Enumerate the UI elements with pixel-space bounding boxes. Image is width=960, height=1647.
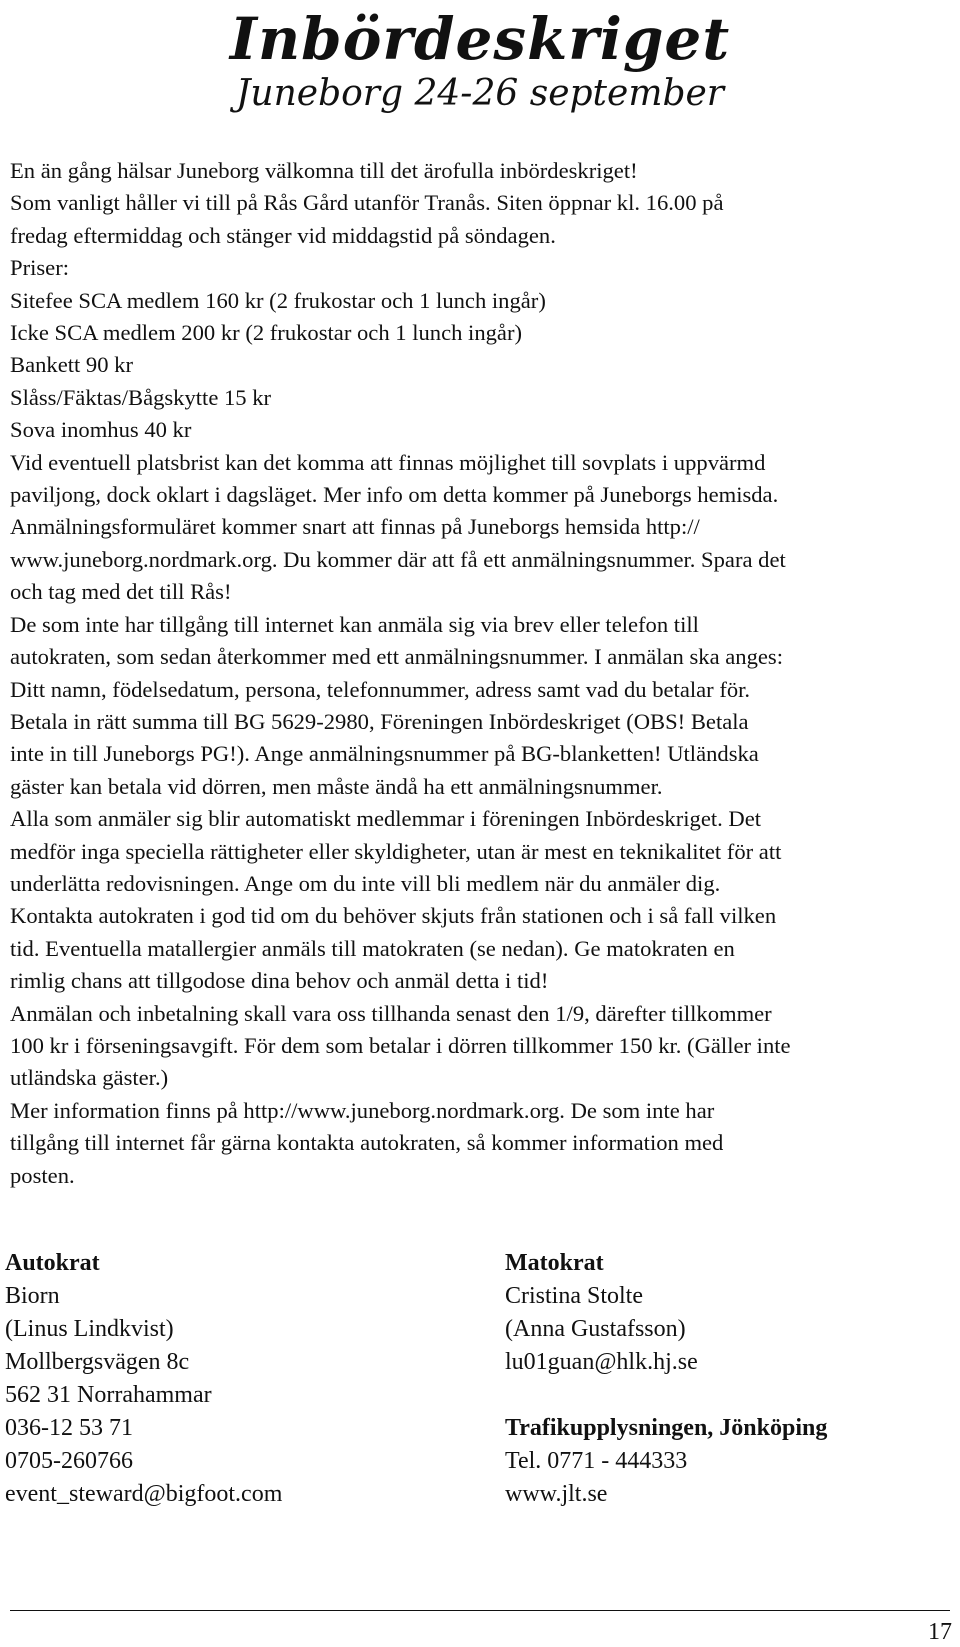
matokrat-persona: Cristina Stolte [505,1283,643,1309]
body-line: underlätta redovisningen. Ange om du inte vill bli medlem när du anmäler dig. [10,870,721,896]
body-line: paviljong, dock oklart i dagsläget. Mer info om detta kommer på Juneborgs hemisda. [10,482,779,508]
matokrat-email: lu01guan@hlk.hj.se [505,1349,698,1375]
body-line: tid. Eventuella matallergier anmäls till matokraten (se nedan). Ge matokraten en [10,935,735,961]
autokrat-persona: Biorn [5,1283,60,1309]
body-line: Sitefee SCA medlem 160 kr (2 frukostar och 1 lunch ingår) [10,287,546,313]
traffic-heading: Trafikupplysningen, Jönköping [505,1415,828,1441]
body-line: medför inga speciella rättigheter eller skyldigheter, utan är mest en teknikalitet för att [10,838,782,864]
body-line: inte in till Juneborgs PG!). Ange anmälningsnummer på BG-blanketten! Utländska [10,741,759,767]
body-line: Sova inomhus 40 kr [10,417,192,443]
matokrat-name: (Anna Gustafsson) [505,1316,686,1342]
body-line: Vid eventuell platsbrist kan det komma att finnas möjlighet till sovplats i uppvärmd [10,449,766,475]
body-line: Icke SCA medlem 200 kr (2 frukostar och 1 lunch ingår) [10,320,522,346]
page-title: Inbördeskriget [229,5,731,73]
body-line: tillgång till internet får gärna kontakta autokraten, så kommer information med [10,1130,724,1156]
traffic-phone: Tel. 0771 - 444333 [505,1448,688,1474]
body-line: Som vanligt håller vi till på Rås Gård utanför Tranås. Siten öppnar kl. 16.00 på [10,190,724,216]
body-line: 100 kr i förseningsavgift. För dem som betalar i dörren tillkommer 150 kr. (Gäller inte [10,1032,791,1058]
body-line: fredag eftermiddag och stänger vid middagstid på söndagen. [10,222,556,248]
body-line: och tag med det till Rås! [10,579,232,605]
page-subtitle: Juneborg 24-26 september [235,73,725,114]
body-line: Anmälningsformuläret kommer snart att finnas på Juneborgs hemsida http:// [10,514,700,540]
page-number: 17 [928,1619,952,1645]
body-text [10,155,955,1192]
body-line: En än gång hälsar Juneborg välkomna till det ärofulla inbördeskriget! [10,158,638,183]
autokrat-mobile: 0705-260766 [5,1448,133,1474]
body-line: Slåss/Fäktas/Bågskytte 15 kr [10,384,272,410]
autokrat-email: event_steward@bigfoot.com [5,1481,283,1507]
body-line: De som inte har tillgång till internet kan anmäla sig via brev eller telefon till [10,611,699,637]
body-line: Mer information finns på http://www.juneborg.nordmark.org. De som inte har [10,1097,715,1123]
footer-divider [10,1610,950,1611]
autokrat-phone: 036-12 53 71 [5,1415,133,1441]
spacer [505,1379,945,1412]
body-line: autokraten, som sedan återkommer med ett anmälningsnummer. I anmälan ska anges: [10,644,783,670]
matokrat-and-traffic-contacts [505,1247,945,1511]
body-line: Alla som anmäler sig blir automatiskt medlemmar i föreningen Inbördeskriget. Det [10,806,762,832]
body-line: utländska gäster.) [10,1065,169,1091]
body-line: Ditt namn, födelsedatum, persona, telefonnummer, adress samt vad du betalar för. [10,676,751,702]
autokrat-street: Mollbergsvägen 8c [5,1349,190,1375]
body-line: Priser: [10,255,69,281]
autokrat-name: (Linus Lindkvist) [5,1316,174,1342]
body-line: gäster kan betala vid dörren, men måste ändå ha ett anmälningsnummer. [10,773,663,799]
body-line: Betala in rätt summa till BG 5629-2980, Föreningen Inbördeskriget (OBS! Betala [10,708,749,734]
traffic-website: www.jlt.se [505,1481,608,1507]
body-line: www.juneborg.nordmark.org. Du kommer där att få ett anmälningsnummer. Spara det [10,546,786,572]
autokrat-contact [5,1247,445,1511]
body-line: Anmälan och inbetalning skall vara oss tillhanda senast den 1/9, därefter tillkommer [10,1000,772,1026]
autokrat-postal: 562 31 Norrahammar [5,1382,212,1408]
body-line: posten. [10,1162,75,1188]
body-line: Kontakta autokraten i god tid om du behöver skjuts från stationen och i så fall vilken [10,903,777,929]
autokrat-heading: Autokrat [5,1250,100,1276]
body-line: Bankett 90 kr [10,352,133,378]
matokrat-heading: Matokrat [505,1250,604,1276]
body-line: rimlig chans att tillgodose dina behov och anmäl detta i tid! [10,968,549,994]
